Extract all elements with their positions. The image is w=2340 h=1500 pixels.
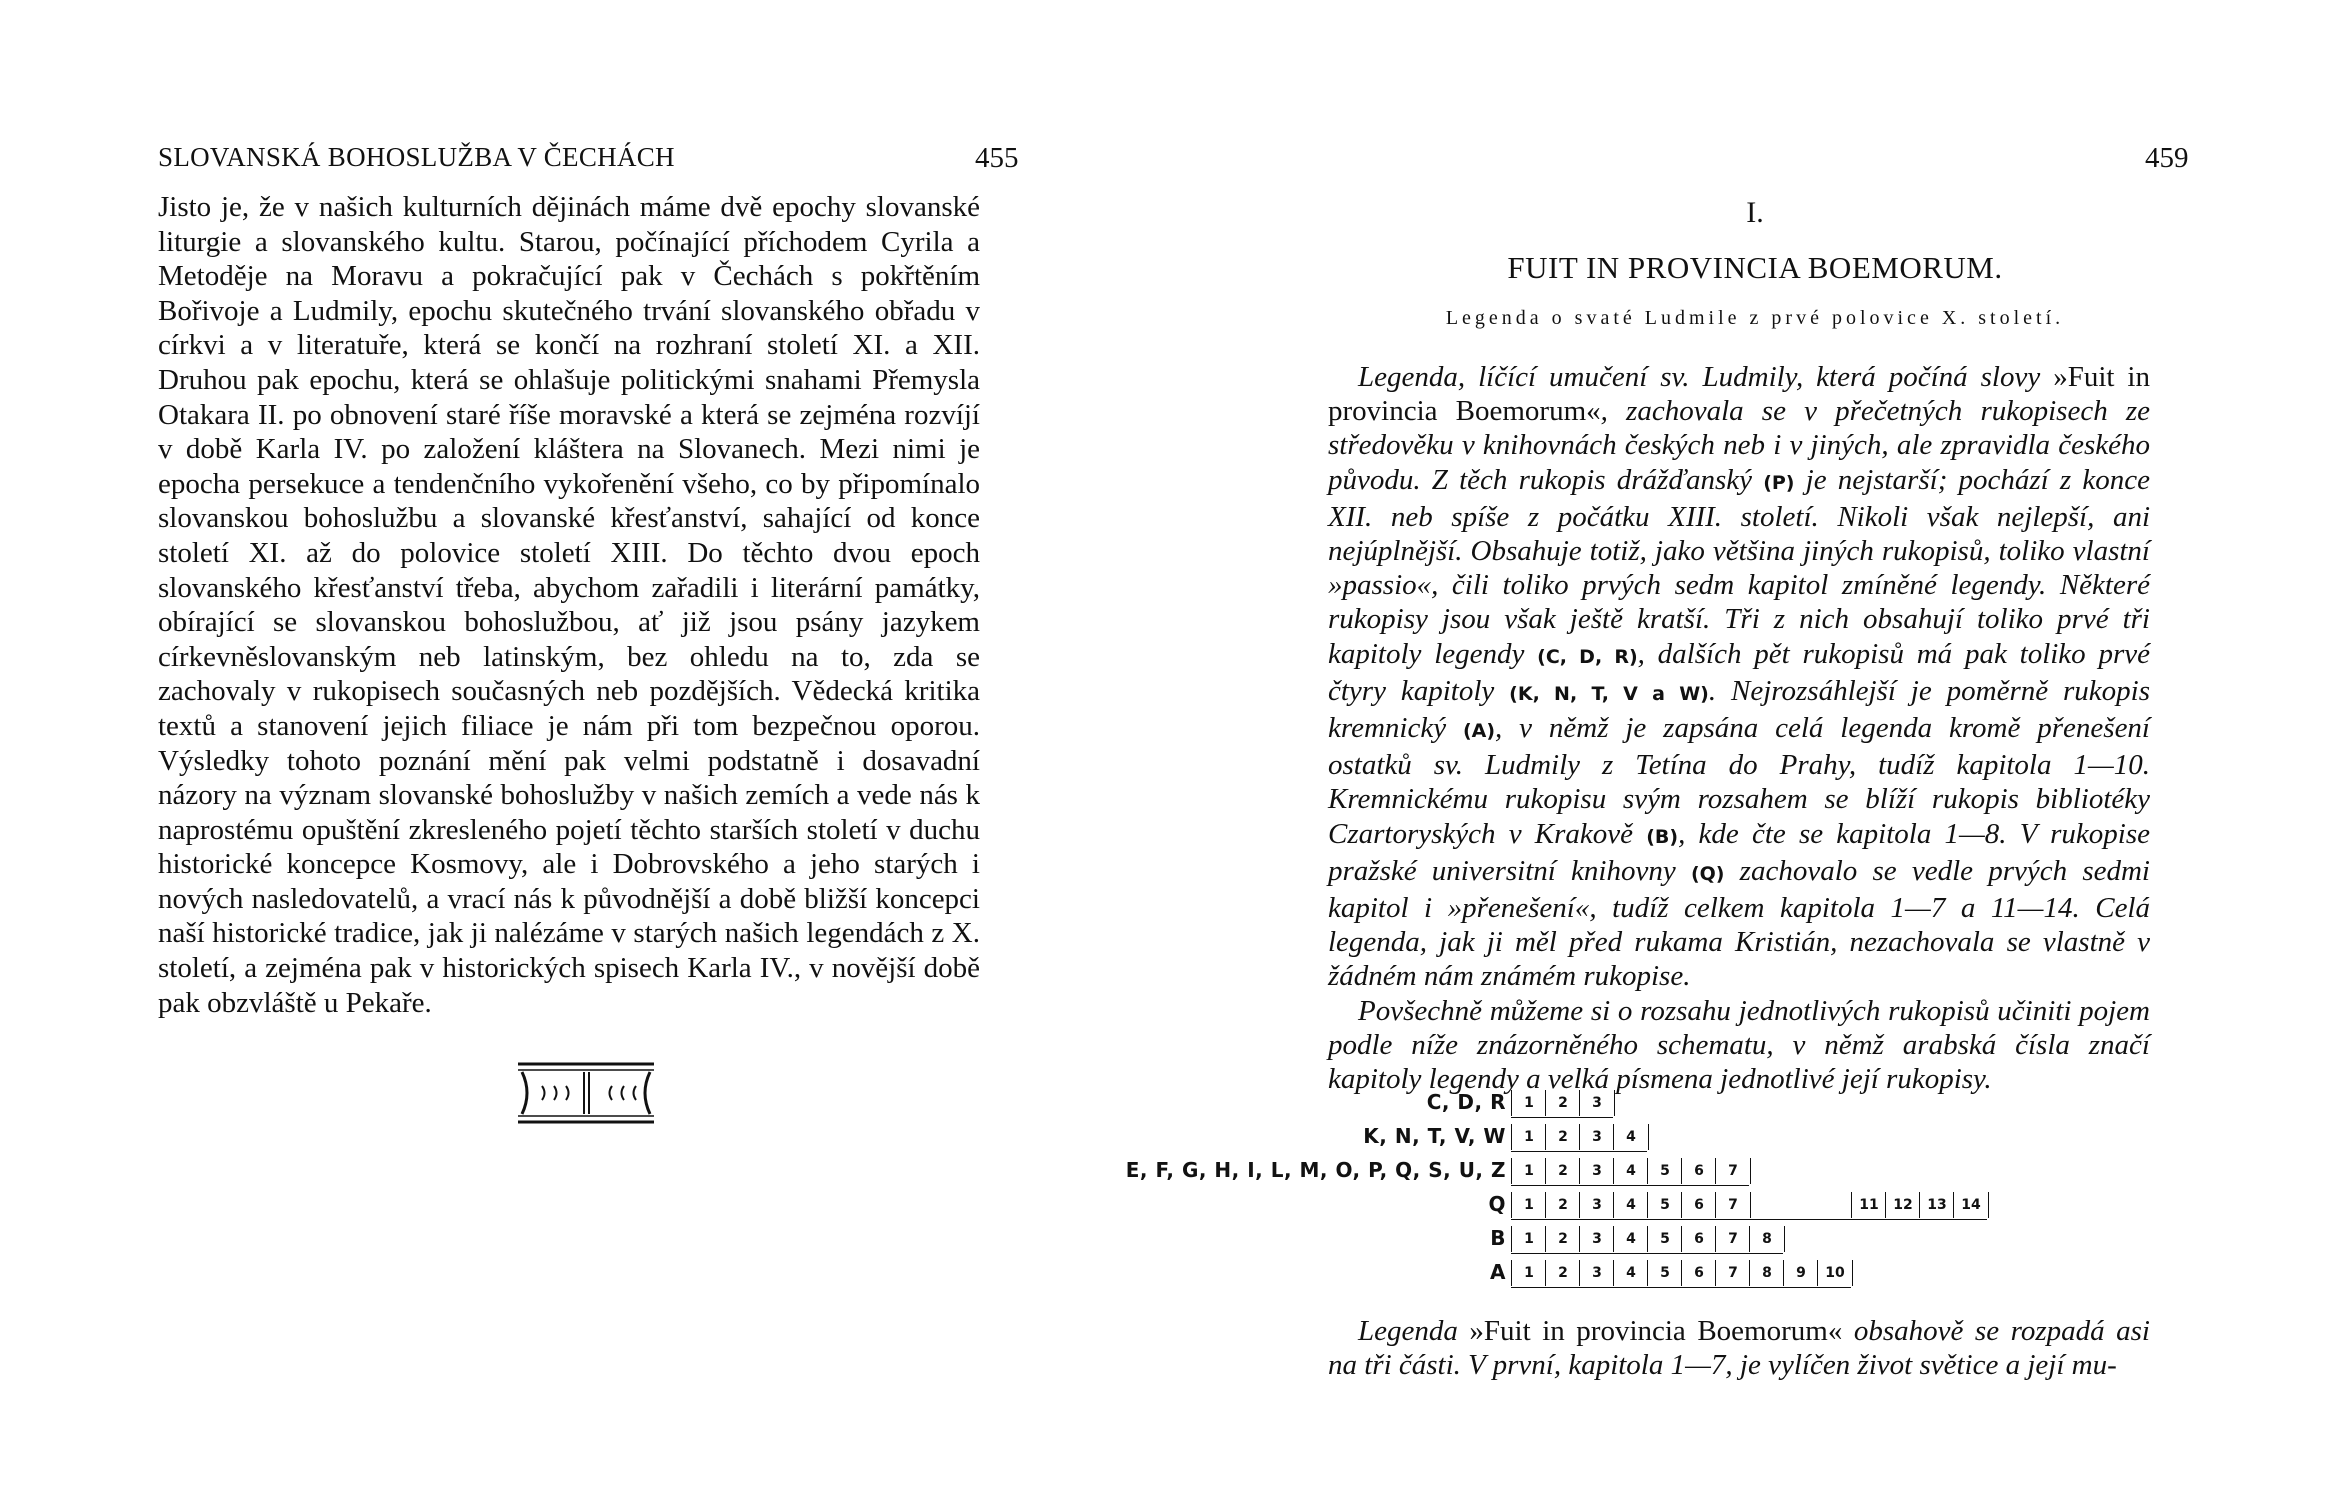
chapter-cell: 7 xyxy=(1715,1158,1751,1184)
manuscript-siglum-label: C, D, R xyxy=(1426,1090,1506,1114)
chapter-cell: 1 xyxy=(1511,1226,1546,1252)
chapter-cell: 6 xyxy=(1681,1226,1716,1252)
chapter-cell: 3 xyxy=(1579,1158,1614,1184)
manuscript-siglum-label: A xyxy=(1490,1260,1506,1284)
manuscript-chapter-table xyxy=(1125,1088,2198,1308)
running-head: SLOVANSKÁ BOHOSLUŽBA V ČECHÁCH xyxy=(158,142,675,172)
chapter-cell: 3 xyxy=(1579,1090,1615,1116)
chapter-cell: 9 xyxy=(1783,1260,1818,1286)
manuscript-siglum-label: Q xyxy=(1488,1192,1506,1216)
chapter-cell: 2 xyxy=(1545,1260,1580,1286)
text-run: . Nejrozsáhlejší je poměrně rukopis kremnický xyxy=(1328,674,2150,745)
chapter-cell: 1 xyxy=(1511,1260,1546,1286)
text-run: Legenda xyxy=(1358,1315,1470,1347)
siglum: (P) xyxy=(1763,471,1795,494)
text-run: je nejstarší; pochází z konce XII. neb spíše z počátku XIII. století. Nikoli však nejlepší, ani nejúplnější. Obsahuje totiž, jako většina jiných rukopisů, toliko vlastní »passio«, čili toliko prvých sedm kapitol zmíněné legendy. Některé rukopisy jsou však ještě kratší. Tři z nich obsahují toliko prvé tři kapitoly legendy xyxy=(1328,463,2150,670)
right-page xyxy=(1125,0,2340,1500)
right-body-text-end xyxy=(1328,1314,2150,1382)
chapter-cell: 8 xyxy=(1749,1226,1785,1252)
chapter-cell: 1 xyxy=(1511,1090,1546,1116)
chapter-cell: 2 xyxy=(1545,1158,1580,1184)
table-row xyxy=(1298,1122,2198,1152)
chapter-cell: 2 xyxy=(1545,1090,1580,1116)
chapter-cell: 4 xyxy=(1613,1158,1648,1184)
chapter-cell: 14 xyxy=(1953,1192,1989,1218)
siglum: (B) xyxy=(1646,825,1679,848)
chapter-cell: 6 xyxy=(1681,1260,1716,1286)
chapter-cell: 11 xyxy=(1851,1192,1886,1218)
chapter-cell: 6 xyxy=(1681,1158,1716,1184)
text-run: Legenda, líčící umučení sv. Ludmily, která počíná slovy xyxy=(1358,361,2054,393)
text-run: »Fuit in provincia Boemorum« xyxy=(1469,1315,1843,1347)
siglum: (C, D, R) xyxy=(1537,645,1638,668)
chapter-cell: 7 xyxy=(1715,1260,1750,1286)
left-body-text xyxy=(158,190,980,1020)
row-rule xyxy=(1511,1117,1613,1118)
chapter-subtitle: Legenda o svaté Ludmile z prvé polovice X. století. xyxy=(1445,307,2065,329)
chapter-cell: 4 xyxy=(1613,1192,1648,1218)
chapter-cell: 5 xyxy=(1647,1192,1682,1218)
text-run: , zachovala se v přečetných rukopisech ze středověku v knihovnách českých neb i v jiných, ale zpravidla českého původu. Z těch rukopis drážďanský xyxy=(1328,395,2150,496)
chapter-cell: 7 xyxy=(1715,1192,1751,1218)
text-run: zachovalo se vedle prvých sedmi kapitol i »přenešení«, tudíž celkem kapitola 1—7 a 11—14. Celá legenda, jak ji měl před rukama Kristián, nezachovala se vlastně v žádném nám známém rukopise. xyxy=(1328,854,2150,993)
text-run: , kde čte se kapitola 1—8. V rukopise pražské universitní knihovny xyxy=(1328,817,2150,887)
chapter-cell: 2 xyxy=(1545,1124,1580,1150)
chapter-cell: 10 xyxy=(1817,1260,1853,1286)
chapter-cell: 6 xyxy=(1681,1192,1716,1218)
page-number-right: 459 xyxy=(2145,142,2189,174)
chapter-cell: 2 xyxy=(1545,1226,1580,1252)
chapter-cell: 5 xyxy=(1647,1158,1682,1184)
text-run: , v němž je zapsána celá legenda kromě přenešení ostatků sv. Ludmily z Tetína do Prahy, tudíž kapitola 1—10. Kremnickému rukopisu svým rozsahem se blíží rukopis bibliotéky Czartoryských v Krakově xyxy=(1328,712,2150,850)
chapter-cell: 3 xyxy=(1579,1226,1614,1252)
text-run: , dalších pět rukopisů má pak toliko prvé čtyry kapitoly xyxy=(1328,637,2150,707)
chapter-title: FUIT IN PROVINCIA BOEMORUM. xyxy=(1507,250,2003,285)
row-rule xyxy=(1511,1151,1647,1152)
page-number-left: 455 xyxy=(975,142,1019,174)
chapter-cell: 4 xyxy=(1613,1226,1648,1252)
siglum: (Q) xyxy=(1690,862,1725,885)
row-rule xyxy=(1511,1253,1783,1254)
manuscript-siglum-label: B xyxy=(1490,1226,1506,1250)
chapter-cell: 1 xyxy=(1511,1158,1546,1184)
chapter-cell: 3 xyxy=(1579,1192,1614,1218)
row-rule xyxy=(1511,1287,1851,1288)
manuscript-siglum-label: E, F, G, H, I, L, M, O, P, Q, S, U, Z xyxy=(1125,1158,1506,1182)
chapter-cell: 12 xyxy=(1885,1192,1920,1218)
table-row xyxy=(1298,1190,2198,1220)
table-row xyxy=(1298,1258,2198,1288)
paragraph xyxy=(1328,360,2150,994)
row-rule xyxy=(1511,1219,1987,1220)
row-rule xyxy=(1511,1185,1749,1186)
text-run: obsahově se rozpadá asi na tři části. V první, kapitola 1—7, je vylíčen život světice a její mu- xyxy=(1328,1315,2150,1382)
table-row xyxy=(1298,1224,2198,1254)
table-row xyxy=(1125,1156,2198,1186)
chapter-cell: 2 xyxy=(1545,1192,1580,1218)
paragraph xyxy=(1328,1314,2150,1382)
ornament-icon xyxy=(512,1058,660,1128)
chapter-cell: 3 xyxy=(1579,1260,1614,1286)
chapter-number: I. xyxy=(1746,196,1764,229)
chapter-cell: 1 xyxy=(1511,1124,1546,1150)
chapter-cell: 5 xyxy=(1647,1260,1682,1286)
siglum: (A) xyxy=(1462,720,1496,743)
siglum: (K, N, T, V a W) xyxy=(1509,682,1709,705)
chapter-cell: 7 xyxy=(1715,1226,1750,1252)
chapter-cell: 8 xyxy=(1749,1260,1784,1286)
chapter-cell: 4 xyxy=(1613,1124,1649,1150)
paragraph: Povšechně můžeme si o rozsahu jednotlivých rukopisů učiniti pojem podle níže znázorněného schematu, v němž arabská čísla značí kapitoly legendy a velká písmena jednotlivé její rukopisy. xyxy=(1328,994,2150,1096)
chapter-cell: 5 xyxy=(1647,1226,1682,1252)
paragraph: Jisto je, že v našich kulturních dějinách máme dvě epochy slovanské liturgie a slovanského kultu. Starou, počínající příchodem Cyrila a Metoděje na Moravu a pokračující pak v Čechách s pokřtěním Bořivoje a Ludmily, epochu skutečného trvání slovanského obřadu v církvi a v literatuře, která se končí na rozhraní století XI. a XII. Druhou pak epochu, která se ohlašuje politickými snahami Přemysla Otakara II. po obnovení staré říše moravské a která se zejména rozvíjí v době Karla IV. po založení kláštera na Slovanech. Mezi nimi je epocha persekuce a tendenčního vykořenění všeho, co by připomínalo slovanskou bohoslužbu a slovanské křesťanství, sahající od konce století XI. až do polovice století XIII. Do těchto dvou epoch slovanského křesťanství třeba, abychom zařadili i literární památky, obírající se slovanskou bohoslužbou, ať již jsou psány jazykem církevněslovanským neb latinským, bez ohledu na to, zda se zachovaly v rukopisech současných neb pozdějších. Vědecká kritika textů a stanovení jejich filiace je nám při tom bezpečnou oporou. Výsledky tohoto poznání mění pak velmi podstatně i dosavadní názory na význam slovanské bohoslužby v našich zemích a vede nás k naprostému opuštění zkresleného pojetí těchto starších století v duchu historické koncepce Kosmovy, ale i Dobrovského a jeho starých i nových nasledovatelů, a vrací nás k původnější a době bližší koncepci naší historické tradice, jak ji nalézáme v starých našich legendách z X. století, a zejména pak v historických spisech Karla IV., v novější době pak obzvláště u Pekaře. xyxy=(158,191,980,1019)
chapter-cell: 4 xyxy=(1613,1260,1648,1286)
chapter-cell: 1 xyxy=(1511,1192,1546,1218)
manuscript-siglum-label: K, N, T, V, W xyxy=(1363,1124,1506,1148)
chapter-cell: 3 xyxy=(1579,1124,1614,1150)
chapter-cell: 13 xyxy=(1919,1192,1954,1218)
table-row xyxy=(1298,1088,2198,1118)
right-body-text xyxy=(1328,360,2150,1096)
text-run: »Fuit in provincia Boemorum« xyxy=(1328,361,2150,428)
